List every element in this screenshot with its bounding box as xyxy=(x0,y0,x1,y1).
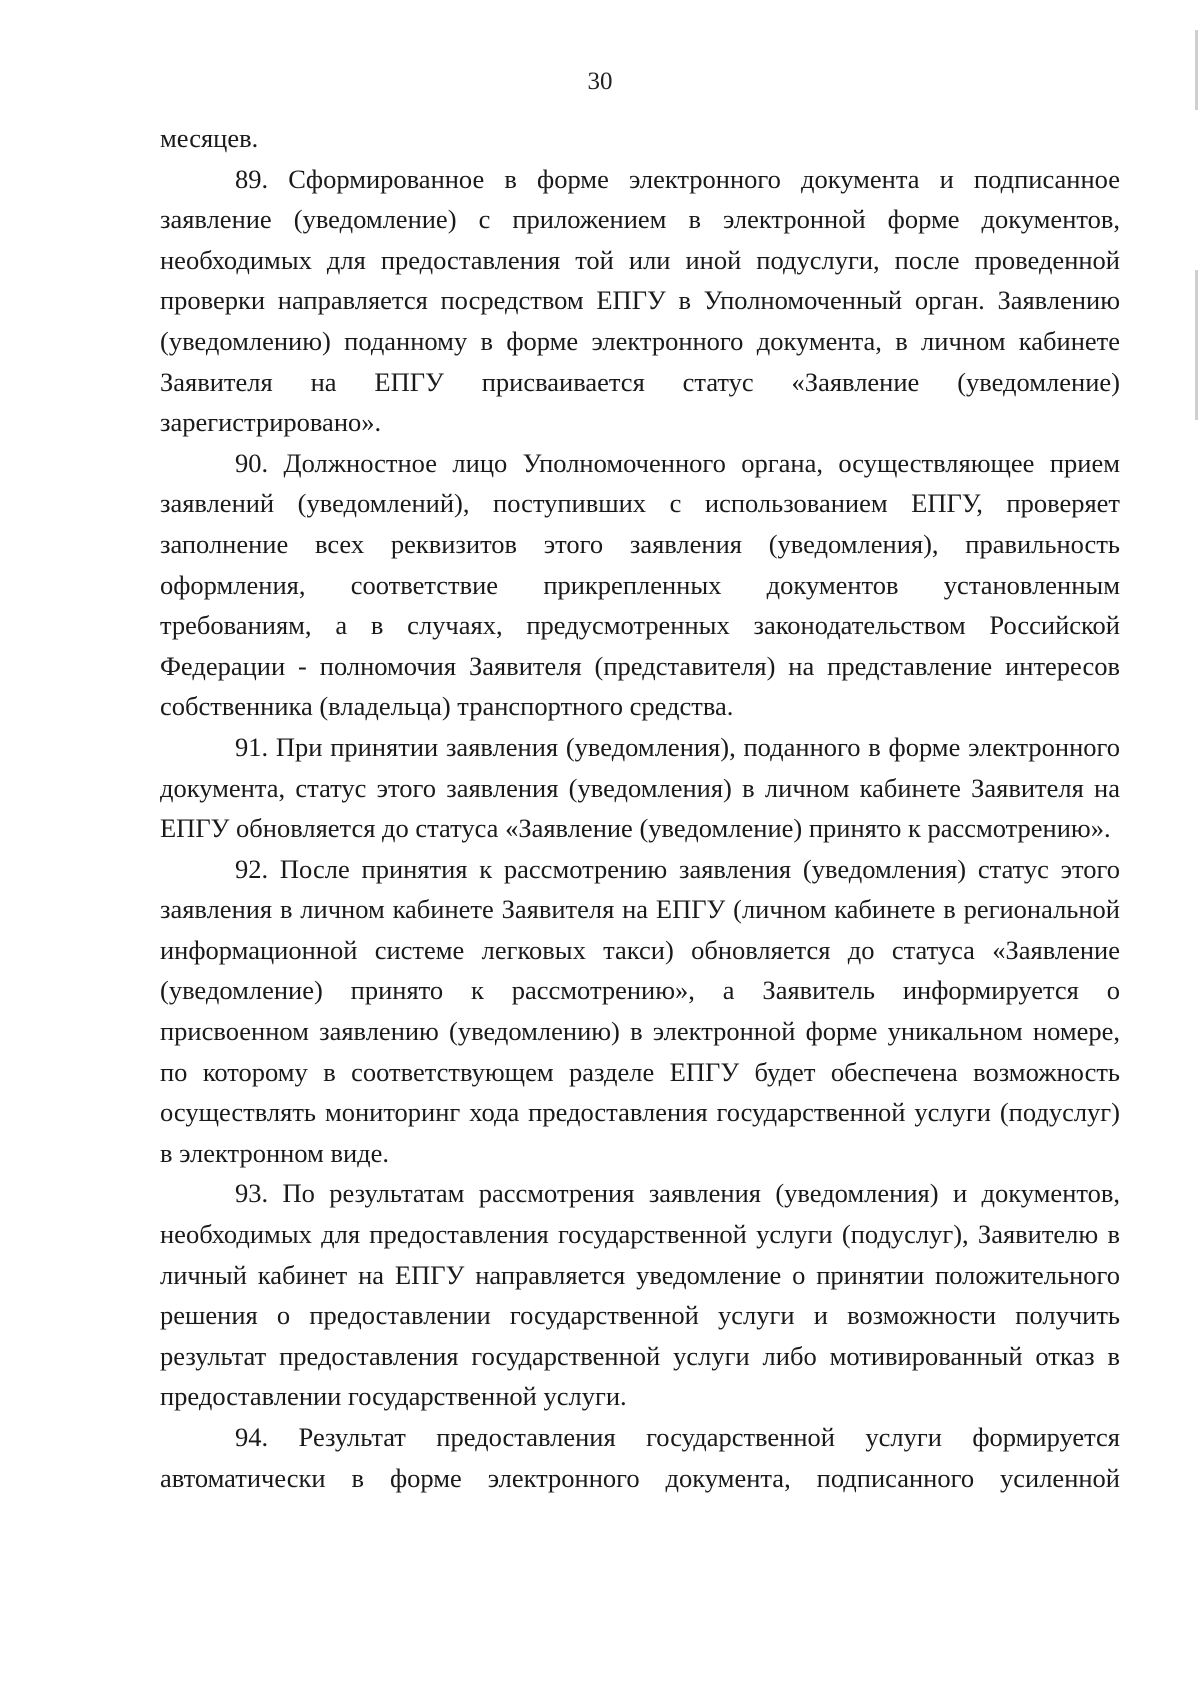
scan-edge-mark xyxy=(1195,30,1198,110)
paragraph-94: 94. Результат предоставления государственной услуги формируется автоматически в форме электронного документа, подписанного усиленной xyxy=(160,1422,1120,1493)
paragraph-93: 93. По результатам рассмотрения заявления (уведомления) и документов, необходимых для предоставления государственной услуги (подуслуг), Заявителю в личный кабинет на ЕПГУ направляется уведомление о принятии положительного решения о предоставлении государственной услуги и возможности получить результат предоставления государственной услуги либо мотивированный отказ в предоставлении государственной услуги. xyxy=(160,1178,1120,1412)
paragraph-89: 89. Сформированное в форме электронного документа и подписанное заявление (уведомление) с приложением в электронной форме документов, необходимых для предоставления той или иной подуслуги, после проведенной проверки направляется посредством ЕПГУ в Уполномоченный орган. Заявлению (уведомлению) поданному в форме электронного документа, в личном кабинете Заявителя на ЕПГУ присваивается статус «Заявление (уведомление) зарегистрировано». xyxy=(160,163,1120,438)
paragraph-90: 90. Должностное лицо Уполномоченного органа, осуществляющее прием заявлений (уведомлений), поступивших с использованием ЕПГУ, проверяет заполнение всех реквизитов этого заявления (уведомления), правильность оформления, соответствие прикрепленных документов установленным требованиям, а в случаях, предусмотренных законодательством Российской Федерации - полномочия Заявителя (представителя) на представление интересов собственника (владельца) транспортного средства. xyxy=(160,447,1120,722)
scan-edge-mark xyxy=(1195,270,1198,420)
paragraph-92: 92. После принятия к рассмотрению заявления (уведомления) статус этого заявления в личном кабинете Заявителя на ЕПГУ (личном кабинете в региональной информационной системе легковых такси) обновляется до статуса «Заявление (уведомление) принято к рассмотрению», а Заявитель информируется о присвоенном заявлению (уведомлению) в электронной форме уникальном номере, по которому в соответствующем разделе ЕПГУ будет обеспечена возможность осуществлять мониторинг хода предоставления государственной услуги (подуслуг) в электронном виде. xyxy=(160,853,1120,1168)
paragraph-91: 91. При принятии заявления (уведомления), поданного в форме электронного документа, статус этого заявления (уведомления) в личном кабинете Заявителя на ЕПГУ обновляется до статуса «Заявление (уведомление) принято к рассмотрению». xyxy=(160,731,1120,844)
paragraph-continuation: месяцев. xyxy=(160,123,259,153)
page-number: 30 xyxy=(587,68,613,95)
document-body xyxy=(160,118,1120,1498)
